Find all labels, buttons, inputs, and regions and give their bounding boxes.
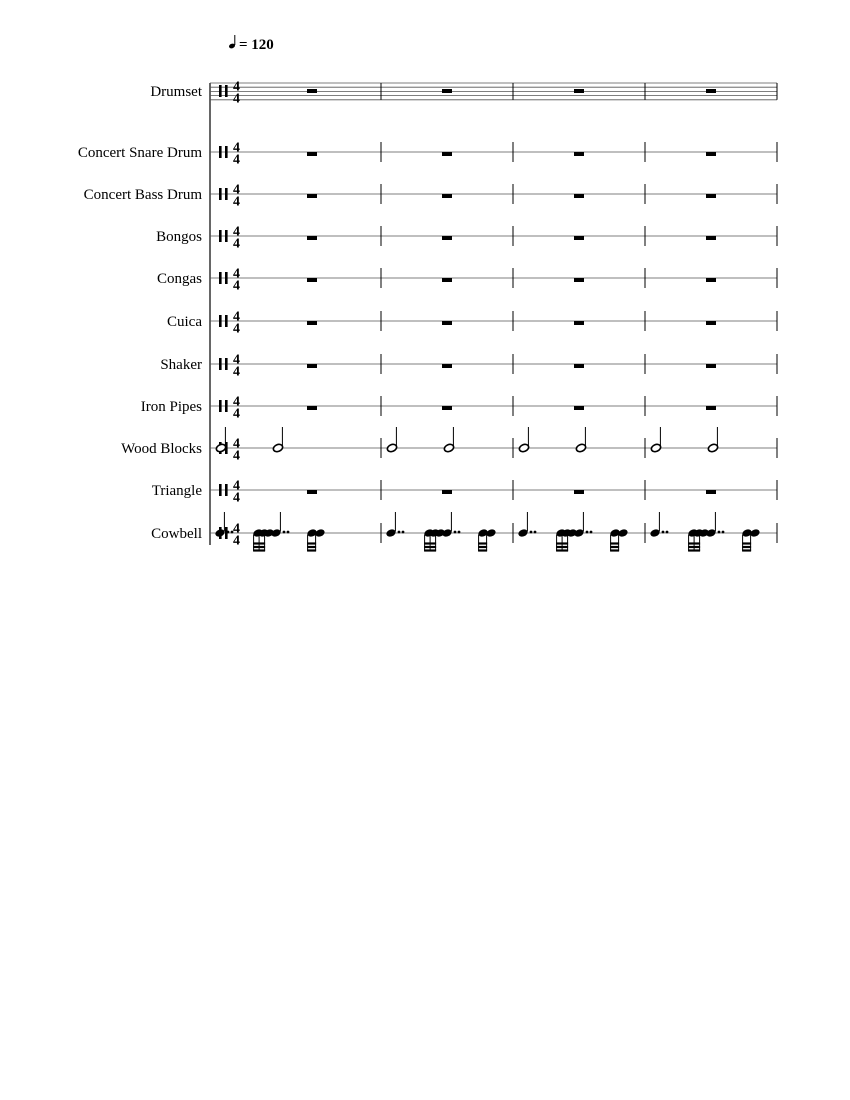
note-beam — [556, 546, 568, 548]
whole-rest — [442, 490, 452, 494]
augmentation-dot — [534, 531, 537, 534]
time-signature-numerator: 4 — [233, 140, 240, 156]
time-signature-numerator: 4 — [233, 79, 240, 95]
instrument-staff — [152, 479, 777, 506]
instrument-staff — [167, 310, 777, 337]
time-signature-denominator: 4 — [233, 490, 240, 506]
note-beam — [478, 546, 487, 548]
whole-rest — [307, 406, 317, 410]
time-signature-numerator: 4 — [233, 436, 240, 452]
augmentation-dot — [287, 531, 290, 534]
augmentation-dot — [666, 531, 669, 534]
instrument-staff — [157, 267, 777, 294]
augmentation-dot — [283, 531, 286, 534]
percussion-clef-icon — [225, 272, 228, 284]
instrument-name: Shaker — [160, 357, 202, 373]
whole-rest — [574, 490, 584, 494]
time-signature-numerator: 4 — [233, 266, 240, 282]
whole-rest — [442, 321, 452, 325]
instrument-staff — [78, 141, 777, 168]
percussion-clef-icon — [219, 315, 222, 327]
time-signature-numerator: 4 — [233, 394, 240, 410]
whole-rest — [706, 89, 716, 93]
instrument-staff — [84, 183, 777, 210]
note-beam — [424, 546, 436, 548]
note-beam — [610, 549, 619, 551]
instrument-name: Cowbell — [151, 526, 202, 542]
note-beam — [610, 542, 619, 544]
whole-rest — [706, 278, 716, 282]
percussion-clef-icon — [225, 230, 228, 242]
whole-rest — [442, 194, 452, 198]
augmentation-dot — [722, 531, 725, 534]
whole-rest — [307, 152, 317, 156]
augmentation-dot — [662, 531, 665, 534]
percussion-clef-icon — [219, 230, 222, 242]
percussion-clef-icon — [225, 315, 228, 327]
time-signature-denominator: 4 — [233, 152, 240, 168]
augmentation-dot — [398, 531, 401, 534]
instrument-name: Triangle — [151, 483, 202, 499]
instrument-staff — [121, 427, 777, 464]
instrument-staff — [141, 395, 777, 422]
tempo-marking — [228, 35, 273, 53]
time-signature-denominator: 4 — [233, 91, 240, 107]
whole-rest — [574, 278, 584, 282]
time-signature-denominator: 4 — [233, 236, 240, 252]
percussion-clef-icon — [219, 484, 222, 496]
time-signature-denominator: 4 — [233, 321, 240, 337]
instrument-name: Concert Snare Drum — [77, 145, 202, 161]
note-beam — [478, 542, 487, 544]
augmentation-dot — [227, 531, 230, 534]
instrument-staff — [156, 225, 777, 252]
instrument-name: Bongos — [156, 229, 202, 245]
percussion-clef-icon — [225, 484, 228, 496]
percussion-clef-icon — [219, 272, 222, 284]
instrument-name: Wood Blocks — [121, 441, 202, 457]
percussion-clef-icon — [219, 146, 222, 158]
note-beam — [253, 542, 265, 544]
augmentation-dot — [718, 531, 721, 534]
whole-rest — [442, 89, 452, 93]
time-signature-numerator: 4 — [233, 224, 240, 240]
note-beam — [742, 546, 751, 548]
whole-rest — [574, 194, 584, 198]
instrument-staff — [151, 512, 777, 552]
whole-rest — [442, 152, 452, 156]
percussion-clef-icon — [219, 358, 222, 370]
whole-rest — [706, 321, 716, 325]
whole-rest — [706, 364, 716, 368]
whole-rest — [307, 236, 317, 240]
whole-rest — [706, 236, 716, 240]
instrument-name: Cuica — [167, 314, 202, 330]
time-signature-denominator: 4 — [233, 448, 240, 464]
percussion-clef-icon — [225, 188, 228, 200]
augmentation-dot — [590, 531, 593, 534]
time-signature-denominator: 4 — [233, 278, 240, 294]
augmentation-dot — [586, 531, 589, 534]
note-beam — [688, 546, 700, 548]
whole-rest — [307, 194, 317, 198]
percussion-clef-icon — [225, 146, 228, 158]
whole-rest — [307, 364, 317, 368]
note-beam — [742, 542, 751, 544]
note-beam — [478, 549, 487, 551]
augmentation-dot — [458, 531, 461, 534]
instrument-staff — [160, 353, 777, 380]
time-signature-numerator: 4 — [233, 309, 240, 325]
note-beam — [253, 546, 265, 548]
percussion-clef-icon — [225, 358, 228, 370]
whole-rest — [574, 89, 584, 93]
percussion-clef-icon — [225, 400, 228, 412]
note-beam — [556, 542, 568, 544]
percussion-clef-icon — [225, 85, 228, 97]
note-beam — [424, 549, 436, 551]
percussion-clef-icon — [219, 85, 222, 97]
percussion-clef-icon — [219, 400, 222, 412]
note-beam — [307, 546, 316, 548]
time-signature-numerator: 4 — [233, 182, 240, 198]
time-signature-denominator: 4 — [233, 533, 240, 549]
time-signature-denominator: 4 — [233, 194, 240, 210]
augmentation-dot — [530, 531, 533, 534]
note-beam — [556, 549, 568, 551]
augmentation-dot — [454, 531, 457, 534]
whole-rest — [442, 364, 452, 368]
note-beam — [610, 546, 619, 548]
note-beam — [253, 549, 265, 551]
time-signature-numerator: 4 — [233, 478, 240, 494]
whole-rest — [307, 89, 317, 93]
whole-rest — [574, 236, 584, 240]
whole-rest — [706, 194, 716, 198]
whole-rest — [574, 321, 584, 325]
note-beam — [742, 549, 751, 551]
whole-rest — [574, 406, 584, 410]
whole-rest — [307, 278, 317, 282]
note-beam — [307, 542, 316, 544]
whole-rest — [574, 364, 584, 368]
augmentation-dot — [402, 531, 405, 534]
time-signature-numerator: 4 — [233, 521, 240, 537]
time-signature-denominator: 4 — [233, 364, 240, 380]
whole-rest — [442, 278, 452, 282]
instrument-staff — [150, 80, 777, 107]
whole-rest — [706, 406, 716, 410]
whole-rest — [442, 406, 452, 410]
instrument-name: Concert Bass Drum — [83, 187, 202, 203]
note-beam — [688, 542, 700, 544]
time-signature-denominator: 4 — [233, 406, 240, 422]
whole-rest — [706, 490, 716, 494]
percussion-clef-icon — [219, 188, 222, 200]
score-system — [78, 80, 777, 552]
whole-rest — [706, 152, 716, 156]
instrument-name: Congas — [157, 271, 202, 287]
time-signature-numerator: 4 — [233, 352, 240, 368]
note-beam — [424, 542, 436, 544]
note-beam — [307, 549, 316, 551]
instrument-name: Drumset — [150, 84, 202, 100]
augmentation-dot — [231, 531, 234, 534]
whole-rest — [307, 321, 317, 325]
note-beam — [688, 549, 700, 551]
tempo-text: = 120 — [239, 37, 274, 53]
instrument-name: Iron Pipes — [140, 399, 202, 415]
whole-rest — [442, 236, 452, 240]
whole-rest — [307, 490, 317, 494]
whole-rest — [574, 152, 584, 156]
